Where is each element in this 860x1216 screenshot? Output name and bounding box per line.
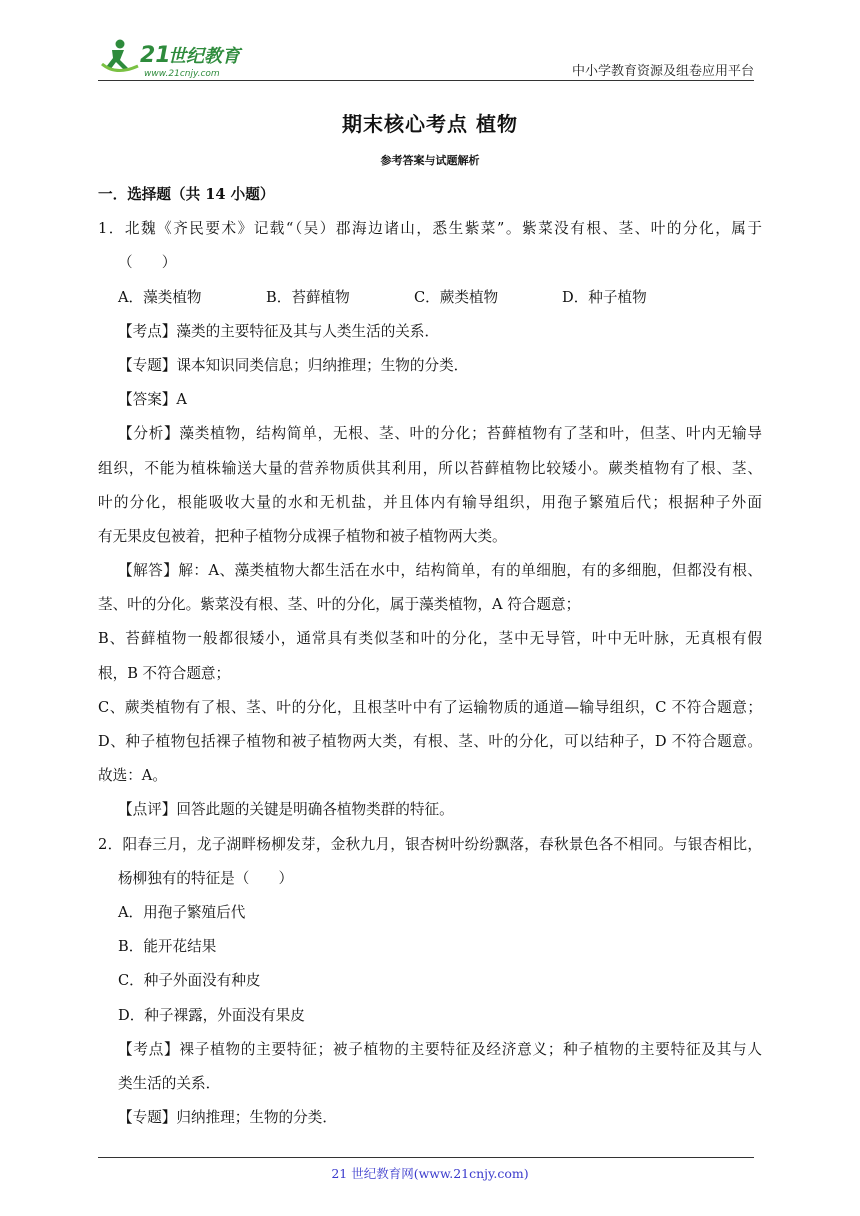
question-2-zhuanti: 【专题】归纳推理；生物的分类． <box>118 1109 337 1127</box>
option-d: D．种子裸露，外面没有果皮 <box>118 1006 305 1024</box>
question-1-kaodian: 【考点】藻类的主要特征及其与人类生活的关系． <box>118 322 440 340</box>
svg-text:www.21cnjy.com: www.21cnjy.com <box>144 69 220 79</box>
question-1-solution: 根，B 不符合题意； <box>98 664 231 682</box>
question-1-analysis: 有无果皮包被着，把种子植物分成裸子植物和被子植物两大类。 <box>98 527 507 545</box>
option-c: C．蕨类植物 <box>414 288 499 306</box>
svg-text:世纪教育: 世纪教育 <box>168 46 240 67</box>
question-1-zhuanti: 【专题】课本知识同类信息；归纳推理；生物的分类． <box>118 356 469 374</box>
question-1-bracket: （ ） <box>118 254 177 272</box>
question-1-stem: 1．北魏《齐民要术》记载“（吴）郡海边诸山，悉生紫菜”。紫菜没有根、茎、叶的分化，属于 <box>98 220 762 238</box>
footer-link[interactable]: 21 世纪教育网(www.21cnjy.com) <box>331 1166 529 1181</box>
question-2-kaodian: 类生活的关系． <box>118 1074 221 1092</box>
document-body <box>98 178 762 1135</box>
question-1-answer: 【答案】A <box>118 391 187 409</box>
document-title: 期末核心考点 植物 <box>342 112 518 136</box>
runner-icon <box>102 40 138 71</box>
question-1-analysis: 【分析】藻类植物，结构简单，无根、茎、叶的分化；苔藓植物有了茎和叶，但茎、叶内无输导 <box>118 425 762 443</box>
question-2-kaodian: 【考点】裸子植物的主要特征；被子植物的主要特征及经济意义；种子植物的主要特征及其与人 <box>118 1040 762 1058</box>
svg-text:21: 21 <box>140 43 171 68</box>
question-2-stem: 2．阳春三月，龙子湖畔杨柳发芽，金秋九月，银杏树叶纷纷飘落，春秋景色各不相同。与银杏相比， <box>98 835 762 853</box>
section-heading: 一．选择题（共 14 小题） <box>98 186 275 203</box>
document-subtitle: 参考答案与试题解析 <box>380 154 480 167</box>
question-1-solution: B、苔藓植物一般都很矮小，通常具有类似茎和叶的分化，茎中无导管，叶中无叶脉，无真根有假 <box>98 630 762 648</box>
question-1-analysis: 组织，不能为植株输送大量的营养物质供其利用，所以苔藓植物比较矮小。蕨类植物有了根、茎、 <box>98 459 762 477</box>
question-1-analysis: 叶的分化，根能吸收大量的水和无机盐，并且体内有输导组织，用孢子繁殖后代；根据种子外面 <box>98 493 762 511</box>
question-1-solution: D、种子植物包括裸子植物和被子植物两大类，有根、茎、叶的分化，可以结种子，D 不符合题意。 <box>98 733 762 750</box>
question-1-solution: C、蕨类植物有了根、茎、叶的分化，且根茎叶中有了运输物质的通道—输导组织，C 不符合题意； <box>98 698 762 716</box>
option-a: A．藻类植物 <box>118 288 202 306</box>
question-1-solution: 茎、叶的分化。紫菜没有根、茎、叶的分化，属于藻类植物，A 符合题意； <box>98 596 581 614</box>
option-c: C．种子外面没有种皮 <box>118 972 261 990</box>
footer-divider <box>98 1157 754 1158</box>
platform-label: 中小学教育资源及组卷应用平台 <box>571 64 754 79</box>
header-divider <box>98 80 754 81</box>
question-2-stem: 杨柳独有的特征是（ ） <box>118 869 294 887</box>
option-a: A．用孢子繁殖后代 <box>118 903 246 921</box>
site-logo <box>98 36 258 80</box>
question-1-solution: 故选：A。 <box>98 767 167 785</box>
question-1-solution: 【解答】解：A、藻类植物大都生活在水中，结构简单，有的单细胞，有的多细胞，但都没有根、 <box>118 562 762 580</box>
question-1-options <box>98 281 762 315</box>
option-d: D．种子植物 <box>562 288 647 306</box>
question-1-comment: 【点评】回答此题的关键是明确各植物类群的特征。 <box>118 801 454 819</box>
option-b: B．能开花结果 <box>118 938 217 956</box>
option-b: B．苔藓植物 <box>266 288 350 306</box>
